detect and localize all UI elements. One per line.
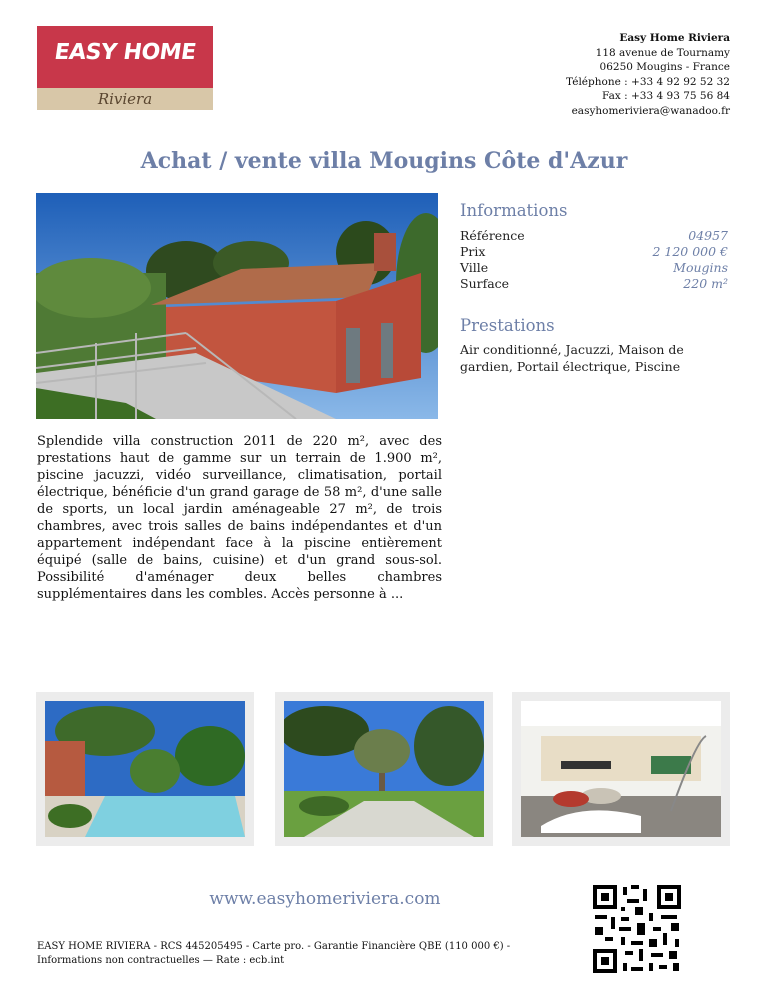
logo-sub-text: Riviera: [97, 90, 153, 108]
logo-main-text: EASY HOME: [52, 40, 198, 65]
company-name: Easy Home Riviera: [619, 32, 730, 44]
main-property-photo: [36, 193, 438, 419]
info-value: 220 m²: [683, 276, 728, 291]
company-contact: [566, 31, 730, 118]
footer-legal: [37, 940, 577, 968]
info-label: Prix: [460, 244, 486, 259]
company-logo: [37, 26, 213, 110]
info-label: Ville: [460, 260, 489, 275]
info-value: Mougins: [673, 260, 728, 275]
company-city: 06250 Mougins - France: [599, 61, 730, 73]
website-link[interactable]: www.easyhomeriviera.com: [209, 889, 441, 909]
informations-heading: Informations: [460, 201, 568, 220]
company-phone: Téléphone : +33 4 92 92 52 32: [566, 75, 730, 88]
info-row-reference: [460, 228, 728, 244]
info-label: Référence: [460, 228, 525, 243]
info-row-surface: [460, 276, 728, 292]
prestations-text: Air conditionné, Jacuzzi, Maison de gardien, Portail électrique, Piscine: [460, 342, 684, 374]
info-label: Surface: [460, 276, 510, 291]
info-value: 04957: [688, 228, 728, 243]
info-row-price: [460, 244, 728, 260]
qr-code: [591, 883, 683, 975]
informations-table: [460, 228, 728, 292]
thumbnail-garden[interactable]: [275, 692, 493, 846]
prestations-heading: Prestations: [460, 316, 555, 335]
company-email[interactable]: easyhomeriviera@wanadoo.fr: [571, 104, 730, 117]
property-description: Splendide villa construction 2011 de 220 m², avec des prestations haut de gamme sur un terrain de 1.900 m², piscine jacuzzi, vidéo surveillance, climatisation, portail électrique, bénéficie d'un grand garage de 58 m², d'une salle de sports, un local jardin aménageable 27 m², de trois chambres, avec trois salles de bains indépendantes et d'un appartement indépendant face à la piscine entièrement équipé (salle de bains, cuisine) et d'un grand sous-sol. Possibilité d'aménager deux belles chambres supplémentaires dans les combles. Accès personne à ...: [37, 434, 442, 602]
company-address: 118 avenue de Tournamy: [595, 46, 730, 59]
page-title: Achat / vente villa Mougins Côte d'Azur: [140, 148, 628, 174]
company-fax: Fax : +33 4 93 75 56 84: [602, 90, 730, 102]
info-value: 2 120 000 €: [652, 244, 728, 259]
thumbnail-living-room[interactable]: [512, 692, 730, 846]
thumbnail-pool[interactable]: [36, 692, 254, 846]
footer-line-2: Informations non contractuelles — Rate : ecb.int: [37, 955, 285, 966]
footer-line-1: EASY HOME RIVIERA - RCS 445205495 - Carte pro. - Garantie Financière QBE (110 000 €) -: [37, 941, 511, 952]
info-row-city: [460, 260, 728, 276]
